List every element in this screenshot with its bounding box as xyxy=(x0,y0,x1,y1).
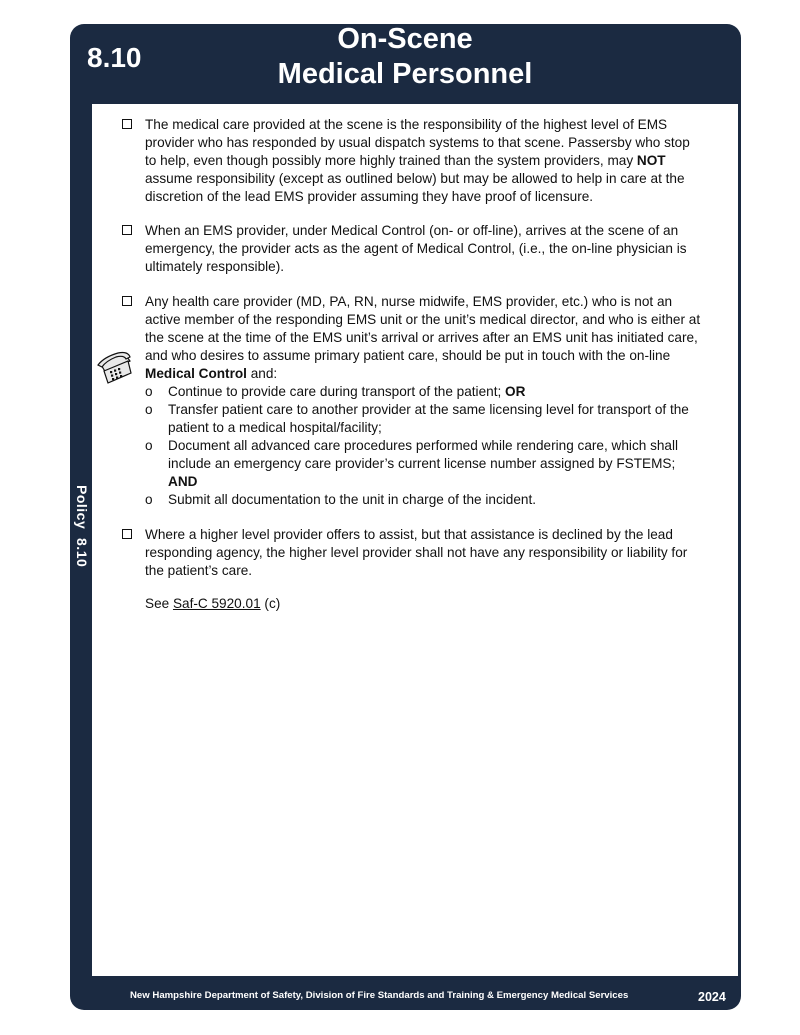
sub-bullet: o Transfer patient care to another provider at the same licensing level for transport of the patient to a medical hospital/facility; xyxy=(145,402,689,435)
item-2-text xyxy=(145,222,733,276)
emphasis-medical-control: Medical Control xyxy=(145,366,247,381)
emphasis-or: OR xyxy=(505,384,526,399)
policy-number: 8.10 xyxy=(87,42,142,73)
sub-bullet: o Document all advanced care procedures performed while rendering care, which shall include an emergency care provider’s current license number assigned by FSTEMS; AND xyxy=(145,438,679,489)
checkbox-icon xyxy=(122,529,132,539)
footer-organization: New Hampshire Department of Safety, Division of Fire Standards and Training & Emergency Medical Services xyxy=(130,990,629,1001)
text-line: responding agency, the higher level provider shall not have any responsibility or liability for xyxy=(145,545,688,560)
bullet-icon: o xyxy=(145,492,153,507)
side-tab-label: Policy 8.10 xyxy=(74,485,90,568)
emphasis-not: NOT xyxy=(636,153,666,168)
text-line: ultimately responsible). xyxy=(145,259,285,274)
emphasis-and: AND xyxy=(168,474,198,489)
bullet-icon: o xyxy=(145,438,153,453)
title-line-2: Medical Personnel xyxy=(277,58,533,90)
text-line: emergency, the provider acts as the agent of Medical Control, (i.e., the on-line physician is xyxy=(145,241,687,256)
text-line: Medical Control and: xyxy=(145,366,278,381)
text-line: the patient’s care. xyxy=(145,563,253,578)
text-line: discretion of the lead EMS provider assuming they have proof of licensure. xyxy=(145,189,594,204)
bullet-icon: o xyxy=(145,402,153,417)
checkbox-icon xyxy=(122,119,132,129)
sub-bullet: o Continue to provide care during transport of the patient; OR xyxy=(145,384,526,399)
item-4-text xyxy=(145,526,733,580)
checkbox-icon xyxy=(122,296,132,306)
item-3-text xyxy=(145,293,733,383)
see-also: See Saf-C 5920.01 (c) xyxy=(145,596,281,611)
footer-year: 2024 xyxy=(698,990,726,1004)
text-line: and who desires to assume primary patient care, should be put in touch with the on-line xyxy=(145,348,671,363)
bullet-icon: o xyxy=(145,384,153,399)
regulation-link[interactable]: Saf-C 5920.01 xyxy=(172,596,261,611)
text-line: active member of the responding EMS unit or the unit’s medical director, and who is either at xyxy=(145,312,701,327)
text-line: assume responsibility (except as outlined below) but may be allowed to help in care at the xyxy=(145,171,685,186)
page-title xyxy=(160,22,650,94)
text-line: provider who has responded by usual dispatch systems to that scene. Passersby who stop xyxy=(145,135,690,150)
title-line-1: On-Scene xyxy=(337,23,473,55)
text-line: Any health care provider (MD, PA, RN, nurse midwife, EMS provider, etc.) who is not an xyxy=(145,294,673,309)
text-line: The medical care provided at the scene is the responsibility of the highest level of EMS xyxy=(145,117,668,132)
content-panel xyxy=(90,102,740,978)
text-line: the scene at the time of the EMS unit’s arrival or arrives after an EMS unit has initiated care, xyxy=(145,330,698,345)
item-1-text xyxy=(145,116,733,206)
text-line: to help, even though possibly more highly trained than the system providers, may NOT xyxy=(145,153,666,168)
text-line: Where a higher level provider offers to assist, but that assistance is declined by the lead xyxy=(145,527,673,542)
telephone-icon xyxy=(96,349,134,385)
checkbox-icon xyxy=(122,225,132,235)
sub-bullet: o Submit all documentation to the unit in charge of the incident. xyxy=(145,492,537,507)
text-line: When an EMS provider, under Medical Control (on- or off-line), arrives at the scene of an xyxy=(145,223,679,238)
